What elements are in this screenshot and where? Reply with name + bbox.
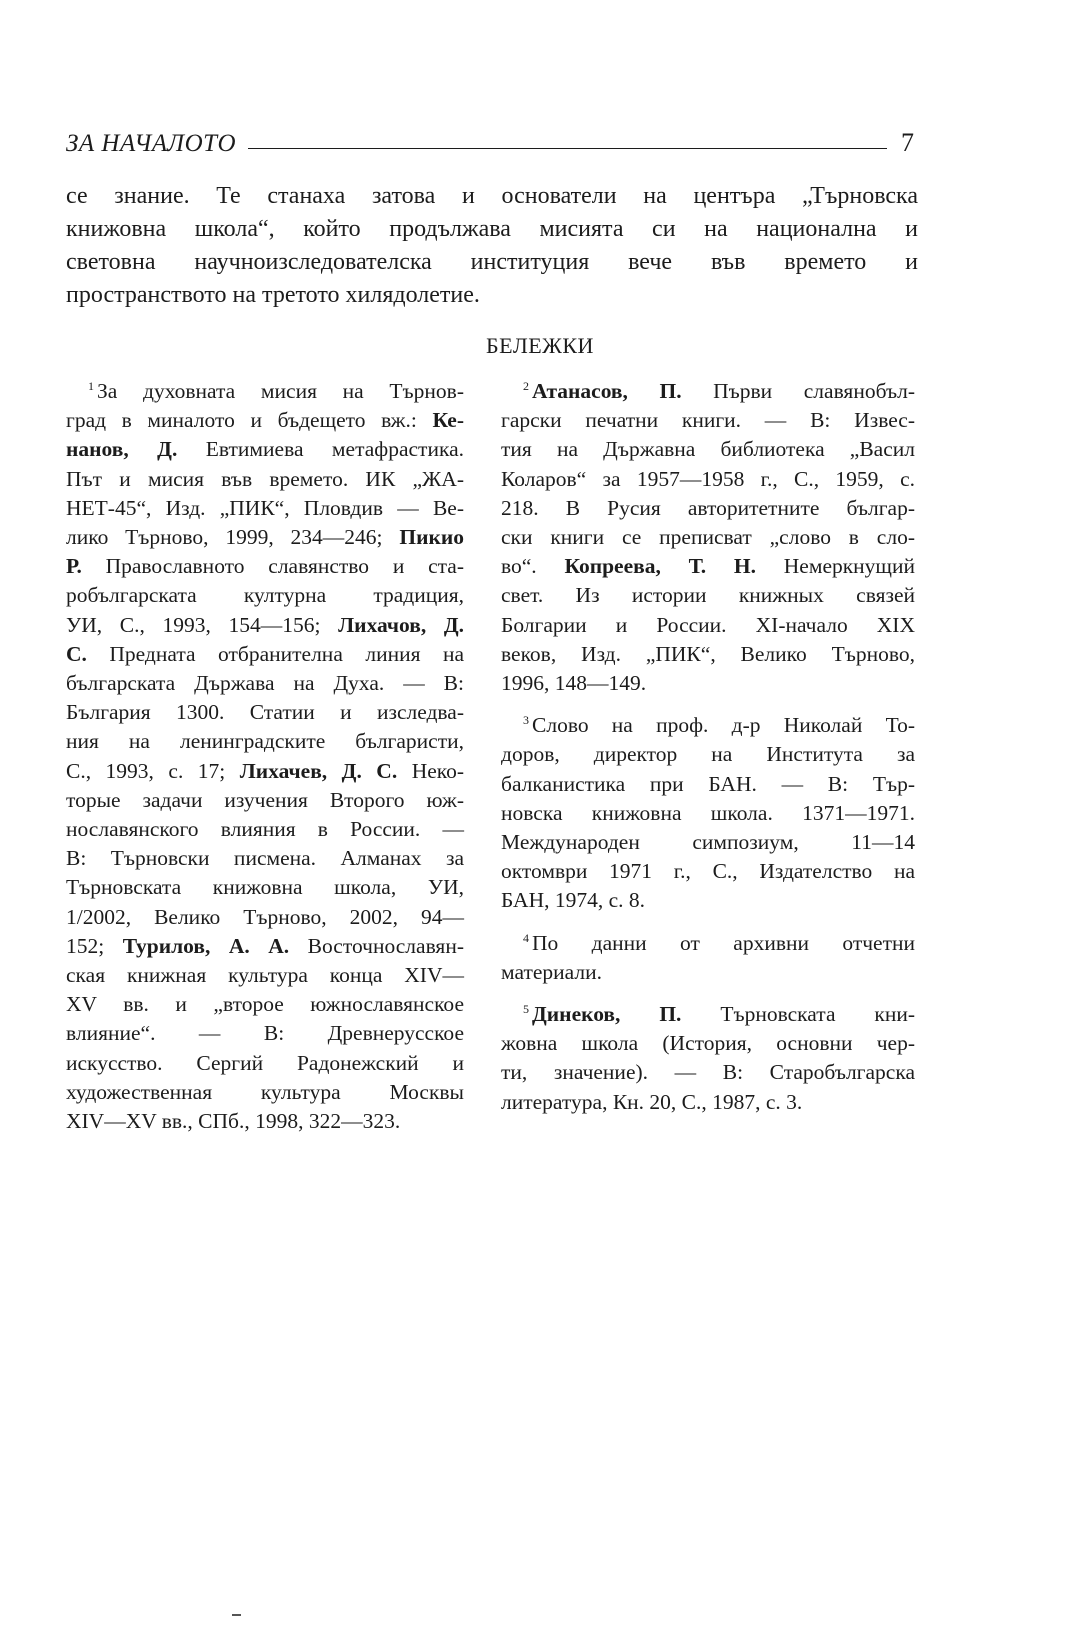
notes-heading: БЕЛЕЖКИ [486, 333, 594, 358]
footnote-line: нанов, Д. Евтимиева метафрастика. [66, 437, 464, 462]
footnote-line: $^1$ За духовната мисия на Търнов- [88, 379, 464, 403]
footnote-line: лико Търново, 1999, 234—246; Пикио [66, 525, 465, 550]
footnote-line: НЕТ-45“, Изд. „ПИК“, Пловдив — Ве- [66, 495, 464, 520]
footnote-line: нославянского влияния в России. — [66, 817, 464, 842]
footnote-line: XIV—XV вв., СПб., 1998, 322—323. [66, 1109, 401, 1134]
footnote-line: 1/2002, Велико Търново, 2002, 94— [66, 904, 464, 929]
footnote-line: $^4$ По данни от архивни отчетни [523, 930, 915, 955]
footnote-line: $^5$ Динеков, П. Търновската кни- [523, 1002, 916, 1027]
footnote-line: ти, значение). — В: Старобългарска [501, 1060, 915, 1085]
footnote-marker: 1 [88, 379, 94, 393]
footnote-line: Болгарии и России. XI-начало XIX [501, 612, 915, 637]
footnote-line: во“. Копреева, Т. Н. Немеркнущий [501, 554, 916, 579]
footnote-line: торые задачи изучения Второго юж- [66, 787, 464, 812]
footnote-line: Коларов“ за 1957—1958 г., С., 1959, с. [501, 466, 915, 491]
body-line: пространството на третото хилядолетие. [66, 282, 480, 308]
footnote-line: Р. Православното славянство и ста- [66, 554, 465, 579]
notes-column-right [501, 372, 915, 1117]
author-name: Лихачов, Д. [338, 612, 464, 637]
footnote-line: ски книги се преписват „слово в сло- [501, 525, 915, 550]
body-line: книжовна школа“, който продължава мисията си на национална и [66, 216, 918, 242]
footnote-line: Търновската книжовна школа, УИ, [66, 875, 464, 900]
footnote-line: свет. Из истории книжных связей [501, 583, 915, 608]
footnote-line: XV вв. и „второе южнославянское [66, 992, 464, 1017]
scan-speck [232, 1614, 241, 1616]
footnote-line: литература, Кн. 20, С., 1987, с. 3. [501, 1089, 803, 1114]
footnote-line: $^2$ Атанасов, П. Първи славянобъл- [523, 379, 915, 403]
footnote-line: жовна школа (История, основни чер- [501, 1031, 915, 1056]
footnote-line: $^3$ Слово на проф. д-р Николай То- [523, 713, 915, 738]
footnote-spacer [501, 987, 915, 995]
footnote-line: ская книжная культура конца XIV— [66, 963, 464, 988]
footnote-4 [501, 924, 915, 987]
footnote-line: художественная культура Москвы [66, 1079, 464, 1104]
footnote-line: доров, директор на Института за [501, 742, 915, 767]
footnote-line: веков, Изд. „ПИК“, Велико Търново, [501, 641, 915, 666]
footnote-line: 218. В Русия авторитетните българ- [501, 495, 915, 520]
footnote-line: октомври 1971 г., С., Издателство на [501, 859, 915, 884]
footnote-spacer [501, 698, 915, 706]
body-line: световна научноизследователска институция вече във времето и [66, 249, 918, 275]
footnote-line: България 1300. Статии и изследва- [66, 700, 464, 725]
footnote-line: град в миналото и бъдещето вж.: Ке- [66, 408, 464, 433]
footnote-line: новска книжовна школа. 1371—1971. [501, 800, 915, 825]
footnote-line: гарски печатни книги. — В: Извес- [501, 408, 915, 433]
footnote-line: БАН, 1974, с. 8. [501, 888, 646, 913]
footnote-3 [501, 706, 915, 915]
author-name: С. [66, 641, 87, 666]
author-name: Динеков, П. [532, 1002, 682, 1027]
footnote-marker: 3 [523, 713, 529, 728]
footnote-line: тия на Държавна библиотека „Васил [501, 437, 915, 462]
running-header [66, 118, 918, 158]
footnote-line: С., 1993, с. 17; Лихачев, Д. С. Неко- [66, 758, 465, 783]
footnote-line: Международен симпозиум, 11—14 [501, 830, 915, 855]
body-line: се знание. Те станаха затова и основатели на центъра „Търновска [66, 183, 918, 209]
footnote-line: балканистика при БАН. — В: Тър- [501, 771, 915, 796]
footnote-spacer [501, 916, 915, 924]
footnote-line: материали. [501, 959, 602, 984]
author-name: нанов, Д. [66, 437, 178, 462]
footnote-2 [501, 372, 915, 698]
footnote-1 [66, 372, 464, 1136]
footnote-line: влияние“. — В: Древнерусское [66, 1021, 464, 1046]
footnote-line: робългарската културна традиция, [66, 583, 464, 608]
footnote-line: В: Търновски писмена. Алманах за [66, 846, 464, 871]
author-name: Р. [66, 554, 82, 579]
author-name: Лихачев, Д. С. [239, 758, 398, 783]
footnote-line: българската Държава на Духа. — В: [66, 671, 464, 696]
header-rule [248, 148, 887, 149]
footnote-marker: 2 [523, 379, 529, 393]
footnote-line: искусство. Сергий Радонежский и [66, 1050, 464, 1075]
running-header-title: ЗА НАЧАЛОТО [66, 130, 237, 157]
author-name: Турилов, А. А. [122, 933, 290, 958]
author-name: Копреева, Т. Н. [564, 554, 757, 579]
author-name: Атанасов, П. [532, 379, 682, 403]
notes-column-left [66, 372, 464, 1136]
footnote-marker: 4 [523, 930, 529, 945]
footnote-line: УИ, С., 1993, 154—156; Лихачов, Д. [66, 612, 464, 637]
footnote-line: С. Предната отбранителна линия на [66, 641, 464, 666]
footnote-line: 1996, 148—149. [501, 671, 647, 696]
author-name: Ке- [432, 408, 464, 433]
footnote-line: 152; Турилов, А. А. Восточнославян- [66, 933, 464, 958]
footnote-marker: 5 [523, 1002, 529, 1017]
page-number: 7 [901, 128, 914, 157]
author-name: Пикио [399, 525, 465, 550]
footnote-5 [501, 995, 915, 1117]
footnote-line: Път и мисия във времето. ИК „ЖА- [66, 466, 464, 491]
footnote-line: ния на ленинградските българисти, [66, 729, 464, 754]
body-paragraph [66, 180, 918, 312]
